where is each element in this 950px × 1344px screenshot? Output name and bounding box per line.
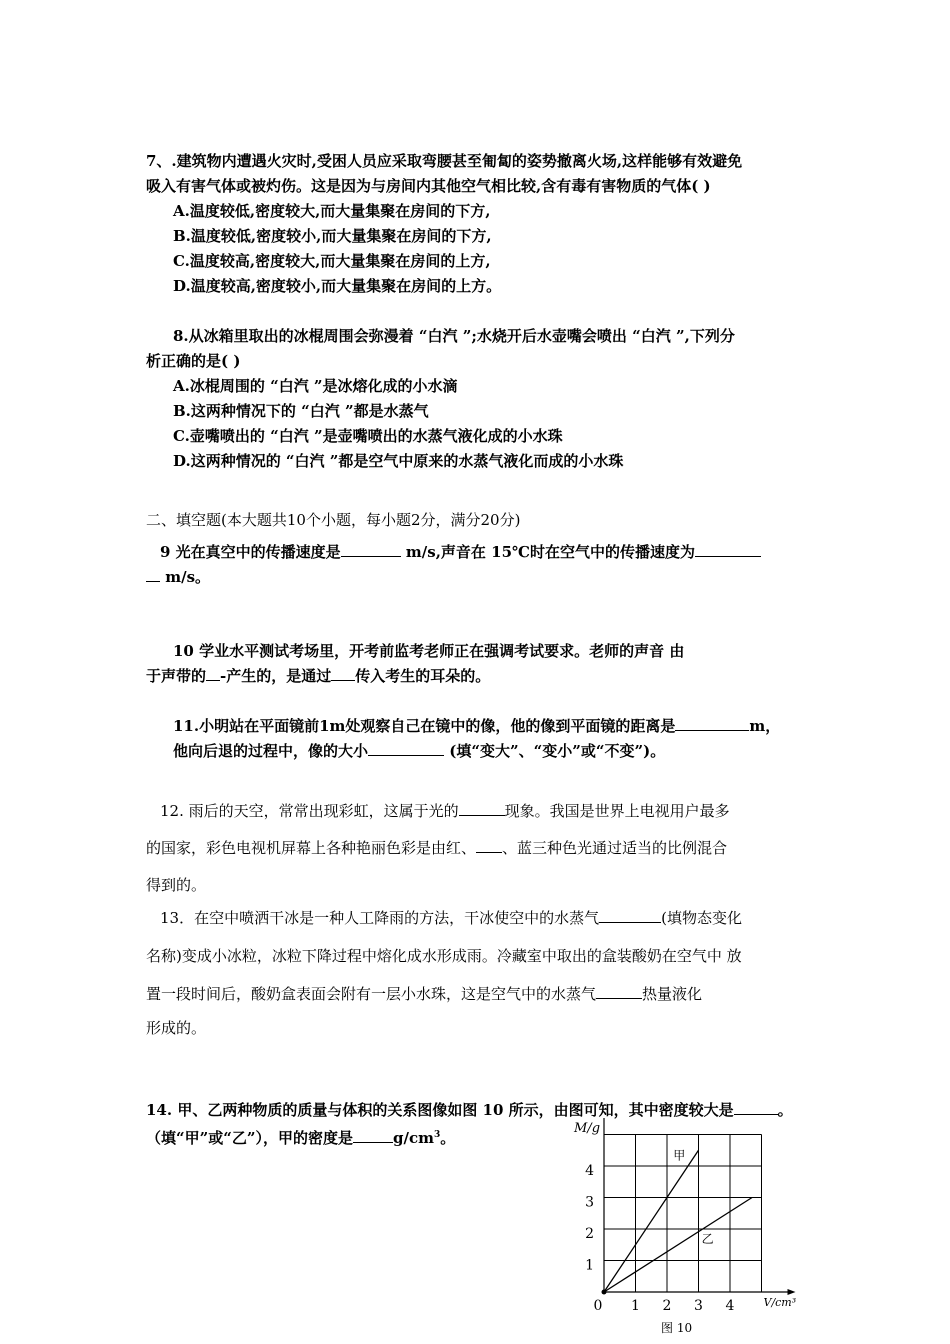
mass-volume-chart [560,1118,810,1314]
y-tick-label: 1 [585,1257,594,1274]
q13-line1 [160,908,742,928]
q12-text-b: 现象。我国是世界上电视用户最多 [504,802,730,820]
q8-stem-line1: 8.从冰箱里取出的冰棍周围会弥漫着 “白汽 ”;水烧开后水壶嘴会喷出 “白汽 ”,下列分 [173,327,735,345]
q13-text-b: (填物态变化 [661,909,742,927]
q12-line3: 得到的。 [146,876,207,894]
q14-unit-exponent: 3 [434,1130,441,1140]
series-label-jia: 甲 [673,1148,686,1163]
q9-blank-1[interactable] [341,542,401,557]
q8-option-b: B.这两种情况下的 “白汽 ”都是水蒸气 [173,402,429,420]
x-axis-arrow [788,1289,796,1295]
q13-line3 [146,984,702,1004]
q12-text-a: 12. 雨后的天空，常常出现彩虹，这属于光的 [160,802,459,820]
q10-line1: 10 学业水平测试考场里，开考前监考老师正在强调考试要求。老师的声音 由 [173,642,685,660]
section2-heading: 二、填空题(本大题共10个小题，每小题2分，满分20分) [146,511,521,529]
series-line-jia [604,1150,699,1292]
q10-blank-2[interactable] [331,666,355,681]
q11-text-c: 他向后退的过程中，像的大小 [173,742,369,760]
q7-option-a: A.温度较低,密度较大,而大量集聚在房间的下方, [173,202,491,220]
x-tick-label: 1 [631,1298,640,1314]
q7-option-c: C.温度较高,密度较大,而大量集聚在房间的上方, [173,252,491,270]
q14-text-b: 。 [777,1101,793,1119]
q11-blank-2[interactable] [368,741,444,756]
chart-labels [573,1121,796,1314]
q11-blank-1[interactable] [675,716,749,731]
q12-line1 [160,801,730,821]
q11-line2 [173,741,665,761]
q9-text-a: 9 光在真空中的传播速度是 [160,543,341,561]
q14-text-a: 14. 甲、乙两种物质的质量与体积的关系图像如图 10 所示，由图可知，其中密度较大是 [146,1101,734,1119]
q13-blank-2[interactable] [596,984,642,999]
q7-stem-line2: 吸入有害气体或被灼伤。这是因为与房间内其他空气相比较,含有毒有害物质的气体( ) [146,177,711,195]
q9-text-c: m/s。 [160,568,211,586]
q7-option-b: B.温度较低,密度较小,而大量集聚在房间的下方, [173,227,492,245]
x-tick-label: 0 [593,1298,603,1314]
q8-option-d: D.这两种情况的 “白汽 ”都是空气中原来的水蒸气液化而成的小水珠 [173,452,624,470]
series-label-yi: 乙 [701,1232,714,1247]
q11-line1 [173,716,780,736]
figure-caption: 图 10 [661,1321,693,1335]
q13-line2: 名称)变成小冰粒，冰粒下降过程中熔化成水形成雨。冷藏室中取出的盒装酸奶在空气中 放 [146,947,742,965]
q10-text-b: -产生的，是通过 [220,667,332,685]
q12-blank-2[interactable] [476,838,502,853]
y-tick-label: 3 [585,1194,594,1211]
q7-option-d: D.温度较高,密度较小,而大量集聚在房间的上方。 [173,277,502,295]
q13-text-e: 热量液化 [642,985,703,1003]
q9-line1 [160,542,761,562]
x-axis-label: V/cm³ [763,1296,797,1309]
q9-blank-2b[interactable] [146,567,160,582]
q14-line1 [146,1100,793,1120]
q11-text-d: (填“变大”、“变小”或“不变”)。 [444,742,666,760]
x-tick-label: 2 [662,1298,672,1314]
y-tick-label: 2 [585,1226,594,1242]
q10-text-a: 于声带的 [146,667,207,685]
q14-line2 [146,1125,455,1148]
q11-text-a: 11.小明站在平面镜前1m处观察自己在镜中的像，他的像到平面镜的距离是 [173,717,676,735]
q13-line4: 形成的。 [146,1019,207,1037]
q12-line2 [146,838,727,858]
q14-text-c: （填“甲”或“乙”），甲的密度是 [146,1129,354,1147]
q10-line2 [146,666,490,686]
q12-blank-1[interactable] [459,801,505,816]
q14-text-d: g/cm [393,1129,434,1147]
q8-option-a: A.冰棍周围的 “白汽 ”是冰熔化成的小水滴 [173,377,458,395]
q8-stem-line2: 析正确的是( ) [146,352,241,370]
q11-text-b: m， [749,717,781,735]
q13-text-d: 置一段时间后，酸奶盒表面会附有一层小水珠，这是空气中的水蒸气 [146,985,597,1003]
q14-blank-1[interactable] [734,1100,778,1115]
y-tick-label: 4 [585,1163,594,1179]
q7-stem-line1: 7、.建筑物内遭遇火灾时,受困人员应采取弯腰甚至匍匐的姿势撤离火场,这样能够有效避免 [146,152,743,170]
y-axis-label: M/g [574,1121,601,1136]
q14-text-e: 。 [440,1129,456,1147]
q9-text-b: m/s,声音在 15℃时在空气中的传播速度为 [400,543,695,561]
q8-option-c: C.壶嘴喷出的 “白汽 ”是壶嘴喷出的水蒸气液化成的小水珠 [173,427,563,445]
q9-blank-2a[interactable] [695,542,761,557]
q13-text-a: 13．在空中喷洒干冰是一种人工降雨的方法，干冰使空中的水蒸气 [160,909,600,927]
x-tick-label: 3 [694,1298,703,1314]
q13-blank-1[interactable] [599,908,661,923]
q10-text-c: 传入考生的耳朵的。 [355,667,491,685]
q9-line2 [146,567,210,587]
q14-blank-2[interactable] [353,1128,393,1143]
q12-text-d: 、蓝三种色光通过适当的比例混合 [502,839,728,857]
x-tick-label: 4 [725,1298,735,1314]
q10-blank-1[interactable] [206,666,220,681]
q12-text-c: 的国家，彩色电视机屏幕上各种艳丽色彩是由红、 [146,839,477,857]
